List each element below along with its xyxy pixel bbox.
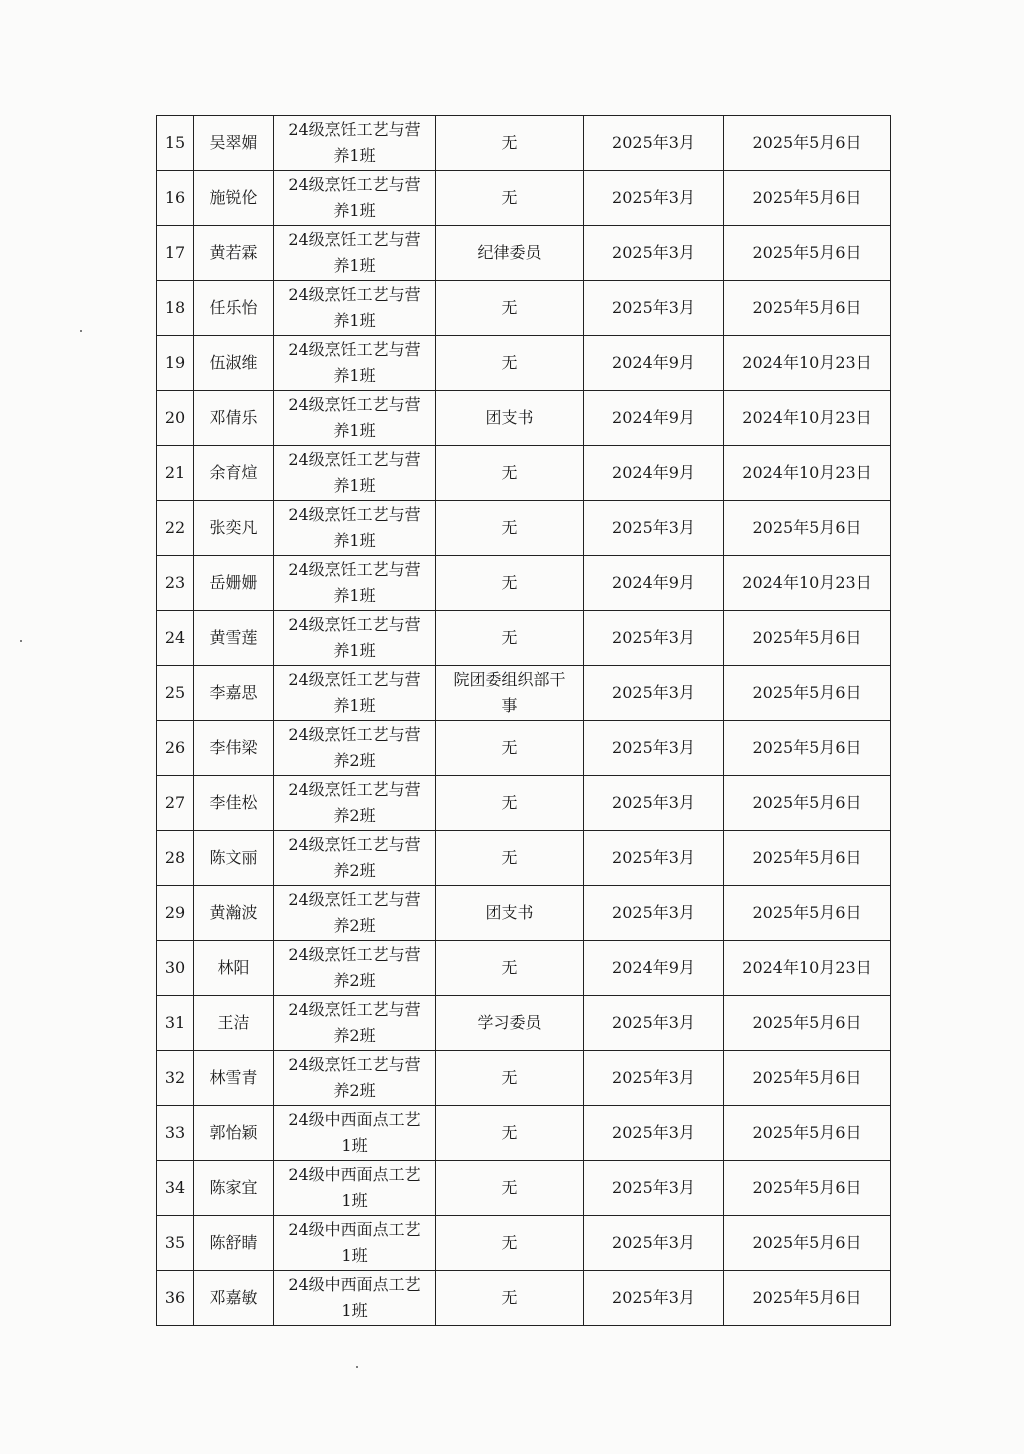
cell-class: [274, 281, 436, 336]
cell-name: 林雪青: [194, 1051, 274, 1106]
scan-speck: [80, 330, 82, 332]
table-row: [157, 1106, 891, 1161]
cell-role: [436, 1161, 584, 1216]
cell-role: [436, 1271, 584, 1326]
cell-name: 任乐怡: [194, 281, 274, 336]
cell-end-date: 2024年10月23日: [724, 556, 891, 611]
cell-class: [274, 556, 436, 611]
cell-name: 岳姗姗: [194, 556, 274, 611]
cell-role: [436, 1106, 584, 1161]
cell-number: 32: [157, 1051, 194, 1106]
cell-class: [274, 391, 436, 446]
cell-number: 36: [157, 1271, 194, 1326]
cell-role-line-1: 无: [501, 1233, 518, 1252]
scan-speck: [20, 640, 22, 642]
cell-class-line-1: 24级烹饪工艺与营: [288, 450, 421, 469]
cell-start-date: 2025年3月: [584, 1271, 724, 1326]
cell-name: 林阳: [194, 941, 274, 996]
cell-name: 陈家宜: [194, 1161, 274, 1216]
cell-name: 陈舒睛: [194, 1216, 274, 1271]
cell-class: [274, 1161, 436, 1216]
cell-end-date: 2025年5月6日: [724, 501, 891, 556]
cell-name: 王洁: [194, 996, 274, 1051]
cell-number: 30: [157, 941, 194, 996]
cell-class-line-1: 24级烹饪工艺与营: [288, 395, 421, 414]
cell-start-date: 2025年3月: [584, 1216, 724, 1271]
cell-class-line-2: 养1班: [333, 366, 376, 385]
cell-class-line-2: 养1班: [333, 146, 376, 165]
cell-role: [436, 941, 584, 996]
table-row: [157, 886, 891, 941]
cell-start-date: 2025年3月: [584, 996, 724, 1051]
cell-role: [436, 336, 584, 391]
cell-number: 31: [157, 996, 194, 1051]
cell-name: 黄若霖: [194, 226, 274, 281]
cell-number: 18: [157, 281, 194, 336]
cell-number: 22: [157, 501, 194, 556]
cell-start-date: 2025年3月: [584, 721, 724, 776]
cell-role-line-1: 团支书: [485, 408, 534, 427]
cell-name: 郭怡颖: [194, 1106, 274, 1161]
cell-role-line-1: 无: [501, 463, 518, 482]
table-row: [157, 831, 891, 886]
cell-end-date: 2025年5月6日: [724, 1216, 891, 1271]
cell-class-line-2: 养2班: [333, 751, 376, 770]
cell-name: 陈文丽: [194, 831, 274, 886]
cell-class-line-2: 养2班: [333, 971, 376, 990]
cell-role: [436, 501, 584, 556]
cell-class: [274, 116, 436, 171]
cell-class: [274, 996, 436, 1051]
cell-number: 19: [157, 336, 194, 391]
cell-end-date: 2025年5月6日: [724, 1106, 891, 1161]
cell-role-line-1: 无: [501, 848, 518, 867]
cell-class-line-2: 养1班: [333, 531, 376, 550]
cell-class-line-1: 24级烹饪工艺与营: [288, 725, 421, 744]
cell-class-line-2: 养1班: [333, 641, 376, 660]
cell-role: [436, 281, 584, 336]
cell-end-date: 2024年10月23日: [724, 941, 891, 996]
table-row: [157, 226, 891, 281]
cell-class-line-1: 24级烹饪工艺与营: [288, 1055, 421, 1074]
cell-role: [436, 1216, 584, 1271]
cell-name: 邓嘉敏: [194, 1271, 274, 1326]
cell-role-line-1: 无: [501, 1123, 518, 1142]
cell-class-line-1: 24级烹饪工艺与营: [288, 505, 421, 524]
cell-role: [436, 721, 584, 776]
cell-class: [274, 1216, 436, 1271]
cell-class-line-1: 24级烹饪工艺与营: [288, 340, 421, 359]
cell-class-line-2: 养2班: [333, 1026, 376, 1045]
cell-number: 25: [157, 666, 194, 721]
cell-class: [274, 776, 436, 831]
cell-role-line-1: 无: [501, 738, 518, 757]
cell-role: [436, 556, 584, 611]
cell-class-line-2: 1班: [341, 1301, 368, 1320]
cell-name: 李佳松: [194, 776, 274, 831]
table-row: [157, 501, 891, 556]
cell-start-date: 2024年9月: [584, 391, 724, 446]
cell-class-line-2: 养2班: [333, 861, 376, 880]
scan-speck: [356, 1366, 358, 1368]
cell-end-date: 2024年10月23日: [724, 336, 891, 391]
cell-role-line-1: 无: [501, 958, 518, 977]
cell-class-line-1: 24级中西面点工艺: [288, 1110, 421, 1129]
cell-role: [436, 116, 584, 171]
cell-class: [274, 721, 436, 776]
cell-name: 余育煊: [194, 446, 274, 501]
cell-role: [436, 886, 584, 941]
cell-class-line-2: 养1班: [333, 586, 376, 605]
cell-end-date: 2025年5月6日: [724, 666, 891, 721]
cell-class: [274, 611, 436, 666]
cell-start-date: 2024年9月: [584, 556, 724, 611]
cell-class: [274, 1271, 436, 1326]
cell-number: 27: [157, 776, 194, 831]
cell-class-line-1: 24级烹饪工艺与营: [288, 1000, 421, 1019]
cell-start-date: 2025年3月: [584, 1051, 724, 1106]
cell-number: 28: [157, 831, 194, 886]
cell-role-line-1: 无: [501, 353, 518, 372]
cell-name: 施锐伦: [194, 171, 274, 226]
cell-role: [436, 171, 584, 226]
cell-class-line-1: 24级中西面点工艺: [288, 1275, 421, 1294]
cell-end-date: 2025年5月6日: [724, 171, 891, 226]
cell-number: 23: [157, 556, 194, 611]
cell-number: 21: [157, 446, 194, 501]
cell-class-line-1: 24级烹饪工艺与营: [288, 560, 421, 579]
cell-start-date: 2025年3月: [584, 886, 724, 941]
cell-class-line-1: 24级中西面点工艺: [288, 1165, 421, 1184]
cell-class: [274, 446, 436, 501]
cell-class: [274, 226, 436, 281]
cell-class-line-2: 养1班: [333, 696, 376, 715]
cell-name: 伍淑维: [194, 336, 274, 391]
cell-end-date: 2024年10月23日: [724, 391, 891, 446]
cell-number: 29: [157, 886, 194, 941]
cell-class-line-2: 养2班: [333, 806, 376, 825]
cell-role-line-1: 无: [501, 793, 518, 812]
cell-start-date: 2024年9月: [584, 336, 724, 391]
cell-end-date: 2024年10月23日: [724, 446, 891, 501]
cell-class-line-2: 养1班: [333, 311, 376, 330]
cell-class-line-1: 24级烹饪工艺与营: [288, 890, 421, 909]
table-row: [157, 1051, 891, 1106]
cell-role-line-1: 无: [501, 628, 518, 647]
cell-class-line-2: 养1班: [333, 476, 376, 495]
member-table: [156, 115, 890, 1326]
cell-class-line-1: 24级中西面点工艺: [288, 1220, 421, 1239]
cell-role-line-1: 学习委员: [477, 1013, 542, 1032]
cell-class-line-1: 24级烹饪工艺与营: [288, 230, 421, 249]
cell-name: 李伟梁: [194, 721, 274, 776]
cell-class: [274, 1051, 436, 1106]
table-row: [157, 446, 891, 501]
cell-role-line-2: 事: [501, 696, 518, 715]
cell-name: 李嘉思: [194, 666, 274, 721]
cell-class: [274, 886, 436, 941]
table-row: [157, 391, 891, 446]
cell-role: [436, 226, 584, 281]
cell-role-line-1: 无: [501, 573, 518, 592]
cell-number: 26: [157, 721, 194, 776]
cell-class-line-2: 养2班: [333, 916, 376, 935]
cell-start-date: 2025年3月: [584, 171, 724, 226]
cell-start-date: 2025年3月: [584, 1161, 724, 1216]
table-row: [157, 611, 891, 666]
cell-role-line-1: 无: [501, 133, 518, 152]
cell-number: 35: [157, 1216, 194, 1271]
table-row: [157, 116, 891, 171]
cell-role: [436, 391, 584, 446]
table-row: [157, 336, 891, 391]
table-row: [157, 941, 891, 996]
cell-number: 24: [157, 611, 194, 666]
cell-class-line-1: 24级烹饪工艺与营: [288, 120, 421, 139]
cell-role-line-1: 无: [501, 1178, 518, 1197]
cell-class: [274, 831, 436, 886]
cell-start-date: 2025年3月: [584, 501, 724, 556]
cell-end-date: 2025年5月6日: [724, 776, 891, 831]
cell-class-line-2: 1班: [341, 1246, 368, 1265]
cell-class-line-2: 养2班: [333, 1081, 376, 1100]
cell-role-line-1: 无: [501, 1288, 518, 1307]
cell-class: [274, 666, 436, 721]
cell-start-date: 2025年3月: [584, 611, 724, 666]
cell-end-date: 2025年5月6日: [724, 1051, 891, 1106]
cell-class: [274, 941, 436, 996]
cell-role: [436, 776, 584, 831]
table-row: [157, 996, 891, 1051]
cell-role-line-1: 院团委组织部干: [453, 670, 566, 689]
cell-class: [274, 1106, 436, 1161]
cell-end-date: 2025年5月6日: [724, 721, 891, 776]
cell-number: 16: [157, 171, 194, 226]
cell-class-line-1: 24级烹饪工艺与营: [288, 670, 421, 689]
cell-role-line-1: 纪律委员: [477, 243, 542, 262]
cell-end-date: 2025年5月6日: [724, 611, 891, 666]
cell-start-date: 2025年3月: [584, 1106, 724, 1161]
cell-start-date: 2024年9月: [584, 446, 724, 501]
cell-name: 张奕凡: [194, 501, 274, 556]
cell-number: 33: [157, 1106, 194, 1161]
cell-end-date: 2025年5月6日: [724, 1271, 891, 1326]
cell-start-date: 2025年3月: [584, 226, 724, 281]
member-table-grid: [156, 115, 891, 1326]
cell-name: 邓倩乐: [194, 391, 274, 446]
cell-class-line-2: 养1班: [333, 421, 376, 440]
cell-start-date: 2025年3月: [584, 776, 724, 831]
table-body: [157, 116, 891, 1326]
table-row: [157, 1216, 891, 1271]
cell-end-date: 2025年5月6日: [724, 996, 891, 1051]
table-row: [157, 721, 891, 776]
table-row: [157, 666, 891, 721]
cell-class: [274, 336, 436, 391]
cell-class-line-2: 养1班: [333, 256, 376, 275]
cell-end-date: 2025年5月6日: [724, 281, 891, 336]
cell-number: 17: [157, 226, 194, 281]
cell-role: [436, 996, 584, 1051]
cell-name: 吴翠媚: [194, 116, 274, 171]
cell-number: 15: [157, 116, 194, 171]
cell-start-date: 2025年3月: [584, 281, 724, 336]
cell-role-line-1: 无: [501, 298, 518, 317]
cell-role-line-1: 团支书: [485, 903, 534, 922]
cell-start-date: 2025年3月: [584, 666, 724, 721]
table-row: [157, 1161, 891, 1216]
cell-class-line-2: 养1班: [333, 201, 376, 220]
cell-class: [274, 171, 436, 226]
cell-end-date: 2025年5月6日: [724, 226, 891, 281]
cell-class-line-1: 24级烹饪工艺与营: [288, 285, 421, 304]
cell-role-line-1: 无: [501, 518, 518, 537]
cell-class-line-1: 24级烹饪工艺与营: [288, 780, 421, 799]
cell-class-line-1: 24级烹饪工艺与营: [288, 175, 421, 194]
cell-role: [436, 666, 584, 721]
cell-start-date: 2024年9月: [584, 941, 724, 996]
cell-role-line-1: 无: [501, 1068, 518, 1087]
cell-role: [436, 611, 584, 666]
cell-class-line-2: 1班: [341, 1136, 368, 1155]
cell-start-date: 2025年3月: [584, 116, 724, 171]
cell-start-date: 2025年3月: [584, 831, 724, 886]
cell-role: [436, 831, 584, 886]
cell-end-date: 2025年5月6日: [724, 116, 891, 171]
cell-number: 34: [157, 1161, 194, 1216]
table-row: [157, 281, 891, 336]
cell-role: [436, 1051, 584, 1106]
cell-class-line-2: 1班: [341, 1191, 368, 1210]
cell-class: [274, 501, 436, 556]
cell-class-line-1: 24级烹饪工艺与营: [288, 615, 421, 634]
table-row: [157, 171, 891, 226]
cell-class-line-1: 24级烹饪工艺与营: [288, 835, 421, 854]
cell-end-date: 2025年5月6日: [724, 1161, 891, 1216]
cell-end-date: 2025年5月6日: [724, 831, 891, 886]
table-row: [157, 1271, 891, 1326]
cell-name: 黄瀚波: [194, 886, 274, 941]
table-row: [157, 556, 891, 611]
cell-role: [436, 446, 584, 501]
cell-role-line-1: 无: [501, 188, 518, 207]
table-row: [157, 776, 891, 831]
cell-number: 20: [157, 391, 194, 446]
cell-end-date: 2025年5月6日: [724, 886, 891, 941]
cell-name: 黄雪莲: [194, 611, 274, 666]
cell-class-line-1: 24级烹饪工艺与营: [288, 945, 421, 964]
